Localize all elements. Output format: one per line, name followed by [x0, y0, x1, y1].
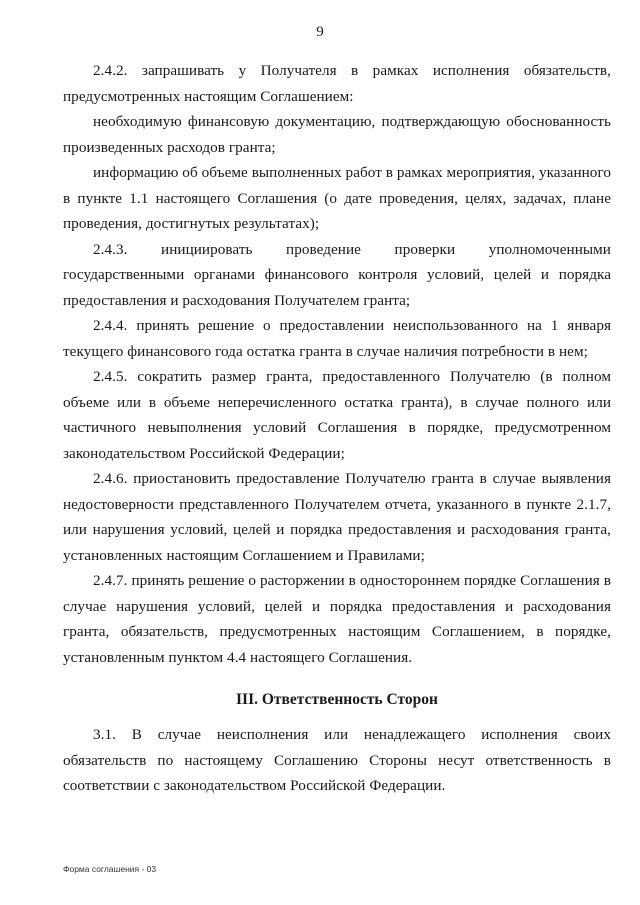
- paragraph-2-4-6: 2.4.6. приостановить предоставление Получателю гранта в случае выявления недостоверности представленного Получателем отчета, указанного в пункте 2.1.7, или нарушения условий, целей и порядка предоставления и расходования гранта, установленных настоящим Соглашением и Правилами;: [63, 470, 611, 564]
- section-heading: III. Ответственность Сторон: [236, 691, 438, 708]
- page-number: 9: [316, 24, 324, 40]
- paragraph-2-4-4: 2.4.4. принять решение о предоставлении неиспользованного на 1 января текущего финансового года остатка гранта в случае наличия потребности в нем;: [63, 317, 611, 360]
- footer-form-label: Форма соглашения - 03: [63, 864, 157, 874]
- document-body: [63, 58, 611, 799]
- paragraph-3-1: 3.1. В случае неисполнения или ненадлежащего исполнения своих обязательств по настоящему Соглашению Стороны несут ответственность в соответствии с законодательством Российской Федерации.: [63, 726, 611, 794]
- paragraph-2-4-3: 2.4.3. инициировать проведение проверки уполномоченными государственными органами финансового контроля условий, целей и порядка предоставления и расходования Получателем гранта;: [63, 240, 611, 309]
- paragraph-2-4-5: 2.4.5. сократить размер гранта, предоставленного Получателю (в полном объеме или в объеме неперечисленного остатка гранта), в случае полного или частичного невыполнения условий Соглашения в порядке, предусмотренном законодательством Российской Федерации;: [63, 368, 611, 462]
- paragraph-2-4-2: 2.4.2. запрашивать у Получателя в рамках исполнения обязательств, предусмотренных настоящим Соглашением:: [63, 62, 611, 105]
- paragraph-financial-docs: необходимую финансовую документацию, подтверждающую обоснованность произведенных расходов гранта;: [63, 113, 611, 156]
- paragraph-work-info: информацию об объеме выполненных работ в рамках мероприятия, указанного в пункте 1.1 настоящего Соглашения (о дате проведения, целях, задачах, плане проведения, достигнутых результатах);: [63, 164, 611, 232]
- paragraph-2-4-7: 2.4.7. принять решение о расторжении в одностороннем порядке Соглашения в случае нарушения условий, целей и порядка предоставления и расходования гранта, обязательств, предусмотренных настоящим Соглашением, в порядке, установленным пунктом 4.4 настоящего Соглашения.: [63, 572, 611, 666]
